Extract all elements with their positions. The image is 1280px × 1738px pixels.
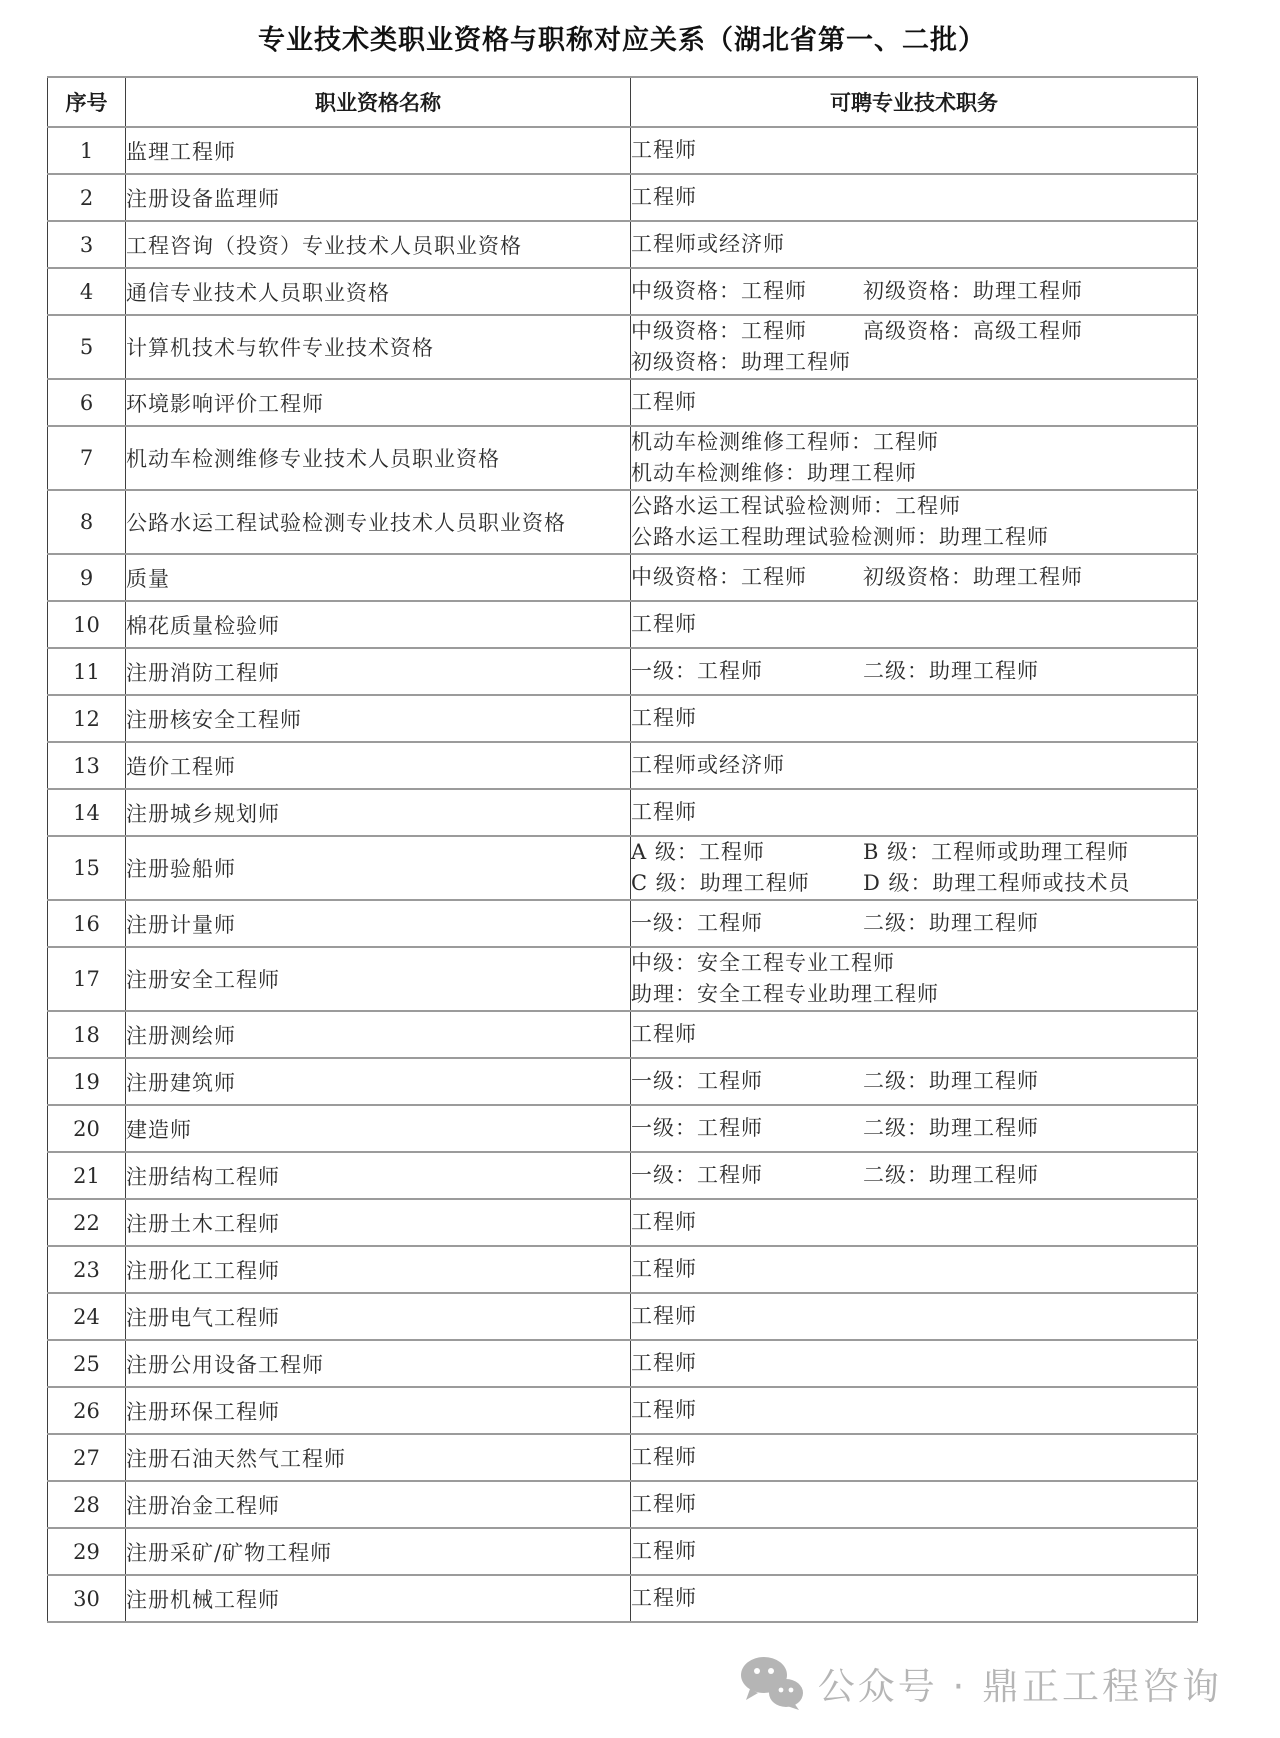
position-part: 工程师 bbox=[631, 138, 697, 162]
table-row bbox=[48, 426, 1198, 490]
row-number: 20 bbox=[48, 1105, 126, 1152]
table-row bbox=[48, 1011, 1198, 1058]
table-header bbox=[48, 77, 1198, 127]
table-row bbox=[48, 695, 1198, 742]
position-part: 一级：工程师 bbox=[631, 1116, 763, 1140]
position-cell bbox=[631, 1105, 1198, 1152]
qualification-table bbox=[47, 76, 1198, 1623]
position-cell bbox=[631, 1340, 1198, 1387]
position-line bbox=[631, 229, 1197, 260]
table-row bbox=[48, 268, 1198, 315]
position-part: D 级：助理工程师或技术员 bbox=[863, 871, 1131, 895]
position-part: 二级：助理工程师 bbox=[863, 1069, 1039, 1093]
position-part: A 级：工程师 bbox=[631, 840, 765, 864]
position-cell bbox=[631, 836, 1198, 900]
position-cell bbox=[631, 1434, 1198, 1481]
position-part: 工程师 bbox=[631, 1492, 697, 1516]
row-number: 22 bbox=[48, 1199, 126, 1246]
table-row bbox=[48, 742, 1198, 789]
position-line bbox=[631, 276, 1197, 307]
col-header-index: 序号 bbox=[48, 77, 126, 127]
table-row bbox=[48, 1152, 1198, 1199]
row-number: 17 bbox=[48, 947, 126, 1011]
watermark bbox=[740, 1656, 1222, 1710]
position-part: 工程师 bbox=[631, 1398, 697, 1422]
table-row bbox=[48, 379, 1198, 426]
header-row bbox=[48, 77, 1198, 127]
table-row bbox=[48, 174, 1198, 221]
qualification-name: 注册环保工程师 bbox=[126, 1387, 631, 1434]
table-row bbox=[48, 315, 1198, 379]
position-line bbox=[631, 316, 1197, 347]
row-number: 14 bbox=[48, 789, 126, 836]
row-number: 30 bbox=[48, 1575, 126, 1622]
row-number: 4 bbox=[48, 268, 126, 315]
position-part: 工程师 bbox=[631, 1210, 697, 1234]
qualification-name: 注册验船师 bbox=[126, 836, 631, 900]
qualification-name: 注册机械工程师 bbox=[126, 1575, 631, 1622]
qualification-name: 监理工程师 bbox=[126, 127, 631, 174]
position-cell bbox=[631, 601, 1198, 648]
row-number: 5 bbox=[48, 315, 126, 379]
position-part: 公路水运工程试验检测师：工程师 bbox=[631, 494, 961, 518]
table-row bbox=[48, 648, 1198, 695]
row-number: 23 bbox=[48, 1246, 126, 1293]
position-part: 一级：工程师 bbox=[631, 1163, 763, 1187]
qualification-name: 注册电气工程师 bbox=[126, 1293, 631, 1340]
table-row bbox=[48, 900, 1198, 947]
position-line bbox=[631, 868, 1197, 899]
row-number: 12 bbox=[48, 695, 126, 742]
position-cell bbox=[631, 315, 1198, 379]
position-part: 工程师 bbox=[631, 706, 697, 730]
qualification-name: 公路水运工程试验检测专业技术人员职业资格 bbox=[126, 490, 631, 554]
position-cell bbox=[631, 221, 1198, 268]
col-header-positions: 可聘专业技术职务 bbox=[631, 77, 1198, 127]
qualification-name: 注册测绘师 bbox=[126, 1011, 631, 1058]
table-row bbox=[48, 221, 1198, 268]
table-row bbox=[48, 947, 1198, 1011]
position-line bbox=[631, 1395, 1197, 1426]
wechat-icon bbox=[740, 1656, 804, 1710]
position-line bbox=[631, 1019, 1197, 1050]
position-cell bbox=[631, 268, 1198, 315]
position-line bbox=[631, 656, 1197, 687]
row-number: 25 bbox=[48, 1340, 126, 1387]
row-number: 24 bbox=[48, 1293, 126, 1340]
position-line bbox=[631, 979, 1197, 1010]
row-number: 7 bbox=[48, 426, 126, 490]
position-cell bbox=[631, 695, 1198, 742]
position-cell bbox=[631, 174, 1198, 221]
qualification-name: 注册结构工程师 bbox=[126, 1152, 631, 1199]
table-row bbox=[48, 1434, 1198, 1481]
position-part: 工程师 bbox=[631, 1304, 697, 1328]
qualification-name: 注册计量师 bbox=[126, 900, 631, 947]
row-number: 9 bbox=[48, 554, 126, 601]
row-number: 26 bbox=[48, 1387, 126, 1434]
qualification-name: 棉花质量检验师 bbox=[126, 601, 631, 648]
qualification-name: 注册化工工程师 bbox=[126, 1246, 631, 1293]
qualification-name: 注册核安全工程师 bbox=[126, 695, 631, 742]
qualification-name: 注册土木工程师 bbox=[126, 1199, 631, 1246]
qualification-name: 造价工程师 bbox=[126, 742, 631, 789]
position-part: 一级：工程师 bbox=[631, 659, 763, 683]
row-number: 18 bbox=[48, 1011, 126, 1058]
position-part: 初级资格：助理工程师 bbox=[631, 350, 851, 374]
position-cell bbox=[631, 742, 1198, 789]
qualification-name: 环境影响评价工程师 bbox=[126, 379, 631, 426]
table-row bbox=[48, 1058, 1198, 1105]
row-number: 21 bbox=[48, 1152, 126, 1199]
table-row bbox=[48, 1105, 1198, 1152]
position-cell bbox=[631, 1011, 1198, 1058]
position-part: 中级资格：工程师 bbox=[631, 319, 807, 343]
position-cell bbox=[631, 947, 1198, 1011]
row-number: 8 bbox=[48, 490, 126, 554]
position-line bbox=[631, 182, 1197, 213]
position-part: 高级资格：高级工程师 bbox=[863, 319, 1083, 343]
position-line bbox=[631, 1583, 1197, 1614]
position-line bbox=[631, 908, 1197, 939]
position-cell bbox=[631, 648, 1198, 695]
row-number: 11 bbox=[48, 648, 126, 695]
position-line bbox=[631, 387, 1197, 418]
row-number: 6 bbox=[48, 379, 126, 426]
position-line bbox=[631, 427, 1197, 458]
qualification-name: 注册城乡规划师 bbox=[126, 789, 631, 836]
table-body bbox=[48, 127, 1198, 1622]
col-header-qualification-name: 职业资格名称 bbox=[126, 77, 631, 127]
qualification-name: 注册冶金工程师 bbox=[126, 1481, 631, 1528]
position-line bbox=[631, 797, 1197, 828]
position-cell bbox=[631, 1293, 1198, 1340]
position-line bbox=[631, 609, 1197, 640]
position-cell bbox=[631, 1058, 1198, 1105]
position-cell bbox=[631, 127, 1198, 174]
position-cell bbox=[631, 1575, 1198, 1622]
qualification-name: 注册安全工程师 bbox=[126, 947, 631, 1011]
row-number: 15 bbox=[48, 836, 126, 900]
position-part: 工程师 bbox=[631, 390, 697, 414]
position-line bbox=[631, 1348, 1197, 1379]
table-row bbox=[48, 490, 1198, 554]
position-part: 工程师 bbox=[631, 1539, 697, 1563]
table-row bbox=[48, 1340, 1198, 1387]
position-line bbox=[631, 522, 1197, 553]
position-part: 工程师 bbox=[631, 1351, 697, 1375]
position-part: 二级：助理工程师 bbox=[863, 659, 1039, 683]
row-number: 3 bbox=[48, 221, 126, 268]
position-part: 工程师 bbox=[631, 185, 697, 209]
position-line bbox=[631, 135, 1197, 166]
position-part: 工程师 bbox=[631, 612, 697, 636]
position-part: B 级：工程师或助理工程师 bbox=[863, 840, 1130, 864]
position-cell bbox=[631, 1528, 1198, 1575]
position-line bbox=[631, 750, 1197, 781]
row-number: 29 bbox=[48, 1528, 126, 1575]
position-line bbox=[631, 1160, 1197, 1191]
position-line bbox=[631, 562, 1197, 593]
row-number: 10 bbox=[48, 601, 126, 648]
position-part: 二级：助理工程师 bbox=[863, 1163, 1039, 1187]
position-part: 中级资格：工程师 bbox=[631, 279, 807, 303]
row-number: 16 bbox=[48, 900, 126, 947]
position-line bbox=[631, 837, 1197, 868]
position-part: 一级：工程师 bbox=[631, 911, 763, 935]
table-row bbox=[48, 1246, 1198, 1293]
table-row bbox=[48, 127, 1198, 174]
table-row bbox=[48, 601, 1198, 648]
position-cell bbox=[631, 554, 1198, 601]
position-part: 一级：工程师 bbox=[631, 1069, 763, 1093]
row-number: 1 bbox=[48, 127, 126, 174]
position-part: 工程师 bbox=[631, 1257, 697, 1281]
qualification-name: 注册设备监理师 bbox=[126, 174, 631, 221]
qualification-name: 质量 bbox=[126, 554, 631, 601]
position-line bbox=[631, 1536, 1197, 1567]
row-number: 19 bbox=[48, 1058, 126, 1105]
table-row bbox=[48, 1387, 1198, 1434]
position-line bbox=[631, 1113, 1197, 1144]
qualification-name: 注册石油天然气工程师 bbox=[126, 1434, 631, 1481]
position-part: 工程师 bbox=[631, 800, 697, 824]
position-part: 工程师 bbox=[631, 1445, 697, 1469]
position-line bbox=[631, 1066, 1197, 1097]
position-line bbox=[631, 1301, 1197, 1332]
position-cell bbox=[631, 490, 1198, 554]
position-line bbox=[631, 948, 1197, 979]
position-line bbox=[631, 703, 1197, 734]
position-cell bbox=[631, 1387, 1198, 1434]
page-title: 专业技术类职业资格与职称对应关系（湖北省第一、二批） bbox=[258, 25, 986, 56]
position-cell bbox=[631, 379, 1198, 426]
position-cell bbox=[631, 1246, 1198, 1293]
qualification-name: 建造师 bbox=[126, 1105, 631, 1152]
table-row bbox=[48, 1293, 1198, 1340]
position-part: 初级资格：助理工程师 bbox=[863, 279, 1083, 303]
position-part: 工程师或经济师 bbox=[631, 232, 785, 256]
table-row bbox=[48, 554, 1198, 601]
qualification-name: 注册采矿/矿物工程师 bbox=[126, 1528, 631, 1575]
document-body bbox=[47, 0, 1197, 1623]
position-part: C 级：助理工程师 bbox=[631, 871, 810, 895]
position-cell bbox=[631, 426, 1198, 490]
position-part: 初级资格：助理工程师 bbox=[863, 565, 1083, 589]
position-line bbox=[631, 1489, 1197, 1520]
watermark-text: 公众号 · 鼎正工程咨询 bbox=[817, 1665, 1222, 1708]
position-part: 助理：安全工程专业助理工程师 bbox=[631, 982, 939, 1006]
position-line bbox=[631, 491, 1197, 522]
position-line bbox=[631, 1207, 1197, 1238]
qualification-name: 机动车检测维修专业技术人员职业资格 bbox=[126, 426, 631, 490]
table-row bbox=[48, 1528, 1198, 1575]
position-part: 工程师 bbox=[631, 1022, 697, 1046]
position-part: 中级：安全工程专业工程师 bbox=[631, 951, 895, 975]
qualification-name: 注册消防工程师 bbox=[126, 648, 631, 695]
qualification-name: 注册建筑师 bbox=[126, 1058, 631, 1105]
position-part: 中级资格：工程师 bbox=[631, 565, 807, 589]
row-number: 2 bbox=[48, 174, 126, 221]
qualification-name: 计算机技术与软件专业技术资格 bbox=[126, 315, 631, 379]
table-row bbox=[48, 1199, 1198, 1246]
position-cell bbox=[631, 1152, 1198, 1199]
position-part: 机动车检测维修：助理工程师 bbox=[631, 461, 917, 485]
qualification-name: 通信专业技术人员职业资格 bbox=[126, 268, 631, 315]
position-line bbox=[631, 347, 1197, 378]
position-cell bbox=[631, 1481, 1198, 1528]
qualification-name: 注册公用设备工程师 bbox=[126, 1340, 631, 1387]
table-row bbox=[48, 1575, 1198, 1622]
position-line bbox=[631, 1442, 1197, 1473]
position-cell bbox=[631, 900, 1198, 947]
row-number: 28 bbox=[48, 1481, 126, 1528]
position-part: 机动车检测维修工程师：工程师 bbox=[631, 430, 939, 454]
qualification-name: 工程咨询（投资）专业技术人员职业资格 bbox=[126, 221, 631, 268]
table-row bbox=[48, 1481, 1198, 1528]
table-row bbox=[48, 836, 1198, 900]
row-number: 27 bbox=[48, 1434, 126, 1481]
position-line bbox=[631, 1254, 1197, 1285]
position-part: 二级：助理工程师 bbox=[863, 911, 1039, 935]
position-cell bbox=[631, 789, 1198, 836]
position-line bbox=[631, 458, 1197, 489]
position-part: 工程师或经济师 bbox=[631, 753, 785, 777]
position-part: 公路水运工程助理试验检测师：助理工程师 bbox=[631, 525, 1049, 549]
position-part: 二级：助理工程师 bbox=[863, 1116, 1039, 1140]
row-number: 13 bbox=[48, 742, 126, 789]
position-cell bbox=[631, 1199, 1198, 1246]
table-row bbox=[48, 789, 1198, 836]
position-part: 工程师 bbox=[631, 1586, 697, 1610]
